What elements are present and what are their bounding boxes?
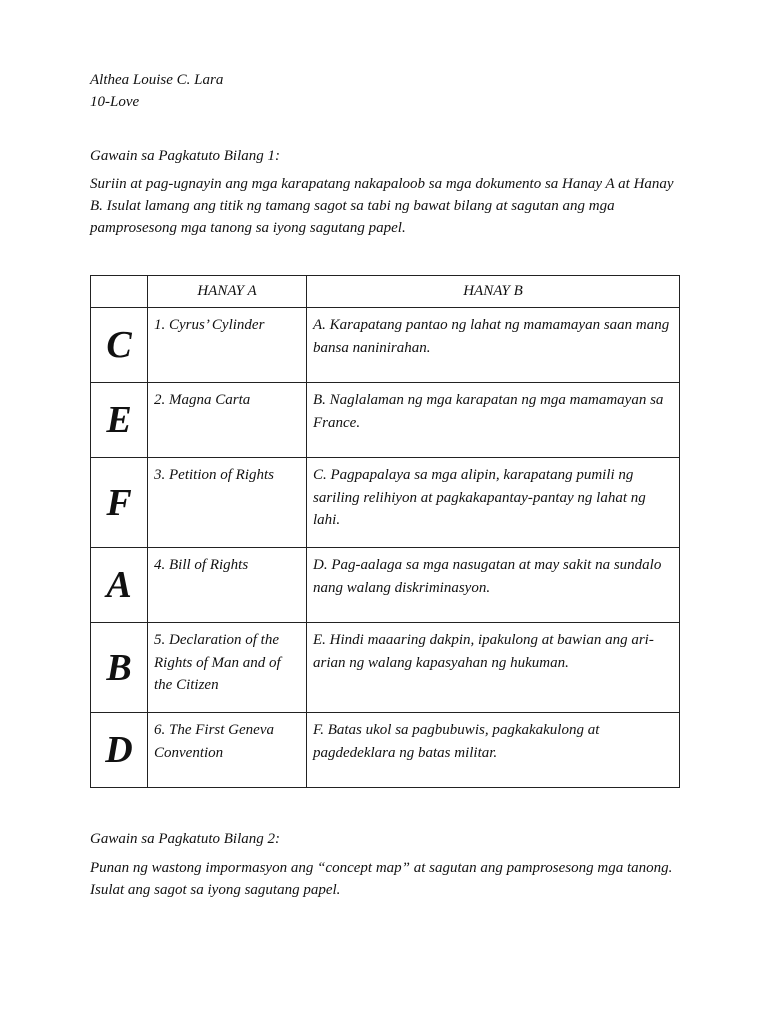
hanay-b-cell: D. Pag-aalaga sa mga nasugatan at may sakit na sundalo nang walang diskriminasyon. <box>307 548 680 623</box>
table-row <box>91 308 680 383</box>
hanay-b-cell: B. Naglalaman ng mga karapatan ng mga mamamayan sa France. <box>307 383 680 458</box>
hanay-a-cell: 3. Petition of Rights <box>148 458 307 548</box>
hanay-a-cell: 1. Cyrus’ Cylinder <box>148 308 307 383</box>
hanay-a-cell: 6. The First Geneva Convention <box>148 713 307 788</box>
answer-cell: B <box>91 623 148 713</box>
table-row <box>91 383 680 458</box>
matching-table <box>90 275 680 788</box>
table-row <box>91 548 680 623</box>
table-header-row <box>91 276 680 308</box>
hanay-a-cell: 5. Declaration of the Rights of Man and of the Citizen <box>148 623 307 713</box>
activity2-title: Gawain sa Pagkatuto Bilang 2: <box>90 831 280 847</box>
answer-cell: F <box>91 458 148 548</box>
student-section: 10-Love <box>90 94 140 110</box>
table-row <box>91 623 680 713</box>
answer-cell: A <box>91 548 148 623</box>
hanay-b-cell: A. Karapatang pantao ng lahat ng mamamayan saan mang bansa naninirahan. <box>307 308 680 383</box>
hanay-b-cell: C. Pagpapalaya sa mga alipin, karapatang pumili ng sariling relihiyon at pagkakapantay-pantay ng lahat ng lahi. <box>307 458 680 548</box>
activity1-instructions: Suriin at pag-ugnayin ang mga karapatang nakapaloob sa mga dokumento sa Hanay A at Hanay B. Isulat lamang ang titik ng tamang sagot sa tabi ng bawat bilang at sagutan ang mga pamprosesong mga tanong sa iyong sagutang papel. <box>90 176 674 236</box>
activity2-instructions: Punan ng wastong impormasyon ang “concept map” at sagutan ang pamprosesong mga tanong. Isulat ang sagot sa iyong sagutang papel. <box>90 860 673 898</box>
activity1-title: Gawain sa Pagkatuto Bilang 1: <box>90 148 280 164</box>
hanay-b-cell: F. Batas ukol sa pagbubuwis, pagkakakulong at pagdedeklara ng batas militar. <box>307 713 680 788</box>
table-row <box>91 713 680 788</box>
hanay-b-cell: E. Hindi maaaring dakpin, ipakulong at bawian ang ari-arian ng walang kapasyahan ng hukuman. <box>307 623 680 713</box>
header-answer <box>91 276 148 308</box>
answer-cell: C <box>91 308 148 383</box>
student-name: Althea Louise C. Lara <box>90 72 224 88</box>
header-hanay-a: HANAY A <box>148 276 307 308</box>
table-row <box>91 458 680 548</box>
answer-cell: E <box>91 383 148 458</box>
answer-cell: D <box>91 713 148 788</box>
hanay-a-cell: 4. Bill of Rights <box>148 548 307 623</box>
header-hanay-b: HANAY B <box>307 276 680 308</box>
hanay-a-cell: 2. Magna Carta <box>148 383 307 458</box>
